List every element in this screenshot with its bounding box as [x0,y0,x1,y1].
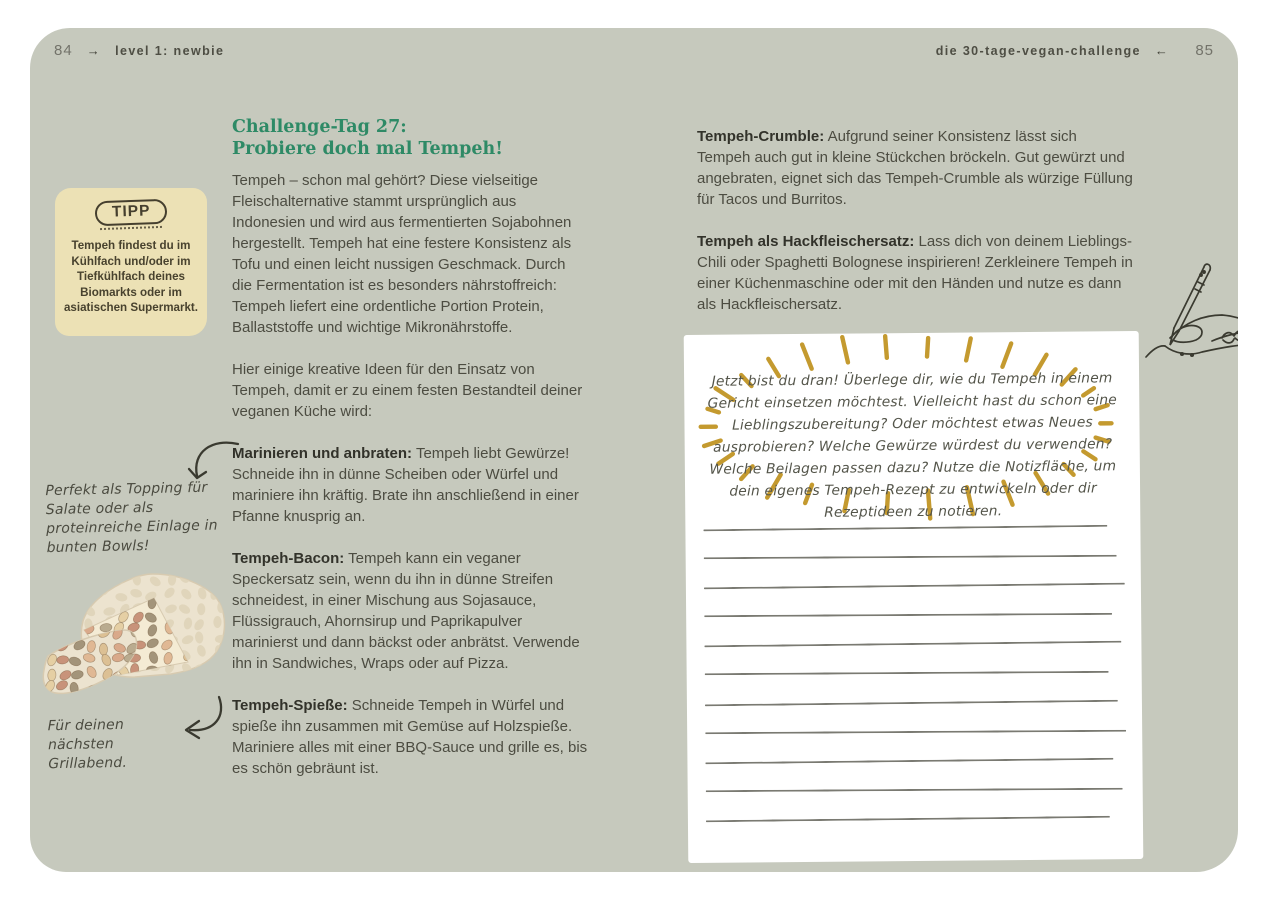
margin-note-grill: Für deinen nächsten Grillabend. [47,716,128,773]
running-head-right [936,42,1214,59]
idea-marinieren: Marinieren und anbraten: Tempeh liebt Gewürze! Schneide ihn in dünne Scheiben oder Würfel und mariniere ihn kräftig. Brate ihn anschließend in einer Pfanne knusprig an. [232,445,579,525]
book-spread [30,28,1238,872]
right-arrow-icon: → [86,43,102,58]
page-number-right: 85 [1195,42,1214,59]
idea-spiesse: Tempeh-Spieße: Schneide Tempeh in Würfel und spieße ihn zusammen mit Gemüse auf Holzspieße. Mariniere alles mit einer BBQ-Sauce und grille es, bis es schön gebräunt ist. [232,697,588,777]
notes-box [684,331,1144,863]
tip-text: Tempeh findest du im Kühlfach und/oder im Tiefkühlfach deines Biomarkts oder im asiatischen Supermarkt. [63,239,199,314]
idea-hackfleisch: Tempeh als Hackfleischersatz: Lass dich von deinem Lieblings-Chili oder Spaghetti Bolognese inspirieren! Zerkleinere Tempeh in einer Küchenmaschine oder mit den Händen und nutze es dann als Hackfleischersatz. [697,233,1133,313]
page-number-left: 84 [54,42,73,59]
curved-arrow-icon [180,438,244,490]
page-title: Challenge-Tag 27: Probiere doch mal Tempeh! [232,117,503,159]
intro-paragraph: Tempeh – schon mal gehört? Diese vielseitige Fleischalternative stammt ursprünglich aus Indonesien und wird aus fermentierten Sojabohnen hergestellt. Tempeh hat eine festere Konsistenz als Tofu und einen leicht nussigen Geschmack. Durch die Fermentation ist es besonders nährstoffreich: Tempeh liefert eine ordentliche Portion Protein, Ballaststoffe und wichtige Mikronährstoffe. [232,172,572,336]
idea-crumble: Tempeh-Crumble: Aufgrund seiner Konsistenz lässt sich Tempeh auch gut in kleine Stückchen bröckeln. Gut gewürzt und angebraten, eignet sich das Tempeh-Crumble als würzige Füllung für Tacos und Burritos. [697,128,1133,208]
book-title-label: die 30-tage-vegan-challenge [935,43,1141,58]
notes-prompt: Jetzt bist du dran! Überlege dir, wie du Tempeh in einem Gericht einsetzen möchtest. Vielleicht hast du schon eine Lieblingszubereitung? Oder möchtest etwas Neues ausprobieren? Welche Gewürze würdest du verwenden? Welche Beilagen passen dazu? Nutze die Notizfläche, um dein eigenes Tempeh-Rezept zu entwickeln oder dir Rezeptideen zu notieren. [707,370,1118,521]
tip-badge: TIPP [94,199,167,227]
tip-box [55,188,207,336]
tip-badge-stitch-decoration [100,226,162,230]
margin-note-topping: Perfekt als Topping für Salate oder als proteinreiche Einlage in bunten Bowls! [45,479,218,557]
idea-bacon: Tempeh-Bacon: Tempeh kann ein veganer Speckersatz sein, wenn du ihn in dünne Streifen schneidest, in einer Mischung aus Sojasauce, Flüssigrauch, Ahornsirup und Paprikapulver marinierst und dann bäckst oder anbrätst. Verwende ihn in Sandwiches, Wraps oder auf Pizza. [232,550,580,672]
running-head-left [54,42,224,59]
ideas-intro-paragraph: Hier einige kreative Ideen für den Einsatz von Tempeh, damit er zu einem festen Bestandteil deiner veganen Küche wird: [232,361,583,420]
tempeh-block-illustration [38,568,236,710]
right-column [697,126,1133,336]
hand-with-pen-illustration [1140,260,1238,360]
left-column [232,116,588,800]
ruled-lines [703,525,1127,849]
left-arrow-icon: ← [1154,43,1170,58]
section-label: level 1: newbie [115,43,225,58]
